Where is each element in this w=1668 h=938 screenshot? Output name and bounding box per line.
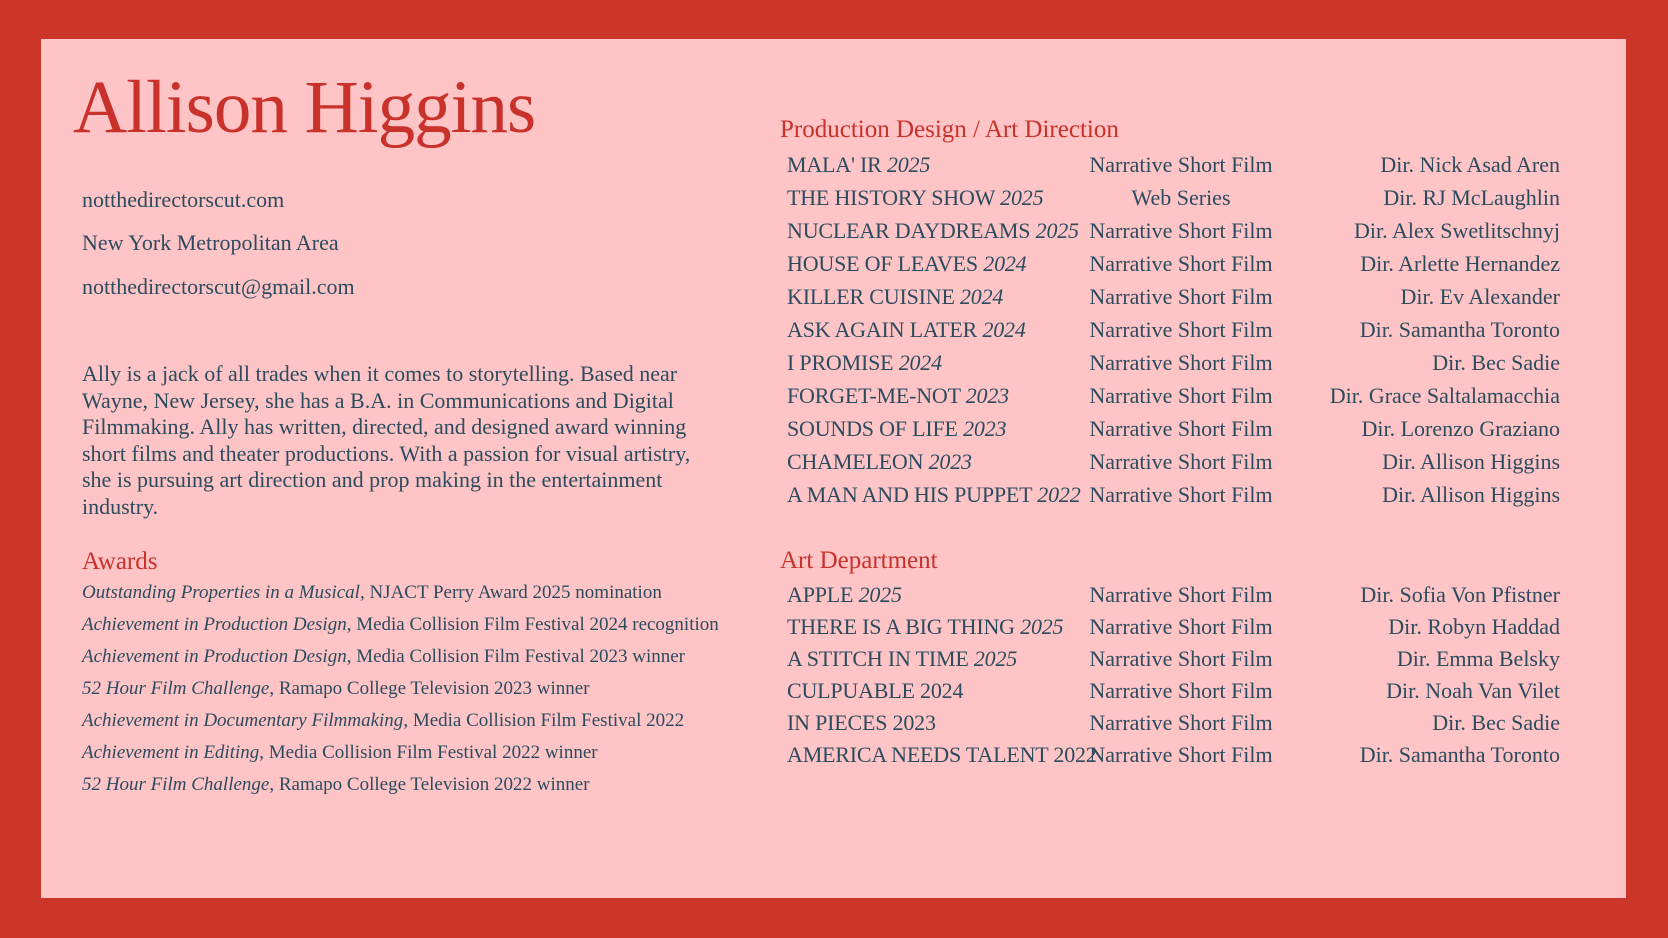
- credit-title-cell: [787, 186, 1077, 210]
- credit-director: Dir. Grace Saltalamacchia: [1329, 383, 1560, 408]
- credit-row: [787, 583, 1560, 615]
- credit-director: Dir. Bec Sadie: [1432, 710, 1560, 735]
- credit-type: Narrative Short Film: [1089, 416, 1273, 441]
- art-department-heading: Art Department: [780, 547, 938, 574]
- credit-type: Narrative Short Film: [1089, 383, 1273, 408]
- credit-title: APPLE: [787, 582, 854, 607]
- credit-row: [787, 483, 1560, 516]
- credit-type: Narrative Short Film: [1089, 449, 1273, 474]
- credit-director: Dir. Nick Asad Aren: [1380, 152, 1560, 177]
- credit-title-cell: [787, 583, 1077, 607]
- credit-type: Narrative Short Film: [1089, 582, 1273, 607]
- award-item: [82, 678, 719, 710]
- credit-year: 2025: [1000, 185, 1044, 210]
- credit-year: 2023: [963, 416, 1007, 441]
- credit-title-cell: [787, 219, 1077, 243]
- credit-title: THERE IS A BIG THING: [787, 614, 1015, 639]
- credit-director: Dir. Ev Alexander: [1400, 284, 1560, 309]
- contact-location: New York Metropolitan Area: [82, 230, 339, 255]
- credit-title-cell: [787, 742, 1097, 767]
- award-item: [82, 774, 719, 806]
- credit-director: Dir. Samantha Toronto: [1359, 742, 1560, 767]
- credit-title: SOUNDS OF LIFE: [787, 416, 958, 441]
- credit-title-cell: [787, 318, 1077, 342]
- credit-title: KILLER CUISINE: [787, 284, 955, 309]
- credit-row: [787, 252, 1560, 285]
- credit-row: [787, 351, 1560, 384]
- credit-row: [787, 679, 1560, 711]
- credit-year: 2022: [1037, 482, 1081, 507]
- credit-title: A STITCH IN TIME: [787, 646, 969, 671]
- credit-title-cell: [787, 450, 1077, 474]
- contact-website: notthedirectorscut.com: [82, 187, 285, 212]
- credit-year: 2025: [886, 152, 931, 177]
- credit-director: Dir. Robyn Haddad: [1388, 614, 1560, 639]
- credit-title-cell: [787, 615, 1077, 639]
- credit-type: Narrative Short Film: [1089, 710, 1273, 735]
- credit-year: 2023: [965, 383, 1009, 408]
- credit-title: AMERICA NEEDS TALENT 2022: [787, 742, 1097, 767]
- credit-type: Narrative Short Film: [1089, 614, 1273, 639]
- credit-type: Narrative Short Film: [1089, 646, 1273, 671]
- credit-row: [787, 450, 1560, 483]
- credit-type: Narrative Short Film: [1089, 742, 1273, 767]
- credit-type: Narrative Short Film: [1089, 678, 1273, 703]
- credit-year: 2024: [898, 350, 942, 375]
- award-title: Achievement in Documentary Filmmaking: [82, 710, 404, 731]
- credit-director: Dir. Arlette Hernandez: [1360, 251, 1560, 276]
- credit-type: Narrative Short Film: [1089, 218, 1273, 243]
- credit-year: 2024: [983, 251, 1027, 276]
- credit-type: Web Series: [1131, 185, 1231, 210]
- credit-director: Dir. Allison Higgins: [1382, 482, 1560, 507]
- credit-director: Dir. Bec Sadie: [1432, 350, 1560, 375]
- award-title: 52 Hour Film Challenge: [82, 678, 270, 699]
- award-detail: , Ramapo College Television 2023 winner: [269, 678, 590, 699]
- credit-title-cell: [787, 351, 1077, 375]
- credit-row: [787, 615, 1560, 647]
- award-item: [82, 582, 719, 614]
- credit-type: Narrative Short Film: [1089, 350, 1273, 375]
- award-item: [82, 614, 719, 646]
- art-department-credits: [787, 583, 1560, 775]
- award-detail: , Media Collision Film Festival 2024 recognition: [346, 614, 719, 635]
- production-design-heading: Production Design / Art Direction: [780, 116, 1119, 143]
- production-design-credits: [787, 153, 1560, 516]
- credit-year: 2023: [928, 449, 972, 474]
- credit-title: I PROMISE: [787, 350, 894, 375]
- credit-title-cell: [787, 153, 1077, 177]
- credit-title: A MAN AND HIS PUPPET: [787, 482, 1032, 507]
- award-item: [82, 710, 719, 742]
- credit-row: [787, 647, 1560, 679]
- award-item: [82, 742, 719, 774]
- credit-title-cell: [787, 679, 1077, 703]
- credit-title-cell: [787, 482, 1081, 507]
- credit-director: Dir. Allison Higgins: [1382, 449, 1560, 474]
- credit-row: [787, 285, 1560, 318]
- credit-row: [787, 219, 1560, 252]
- credit-director: Dir. RJ McLaughlin: [1383, 185, 1560, 210]
- credit-type: Narrative Short Film: [1089, 482, 1273, 507]
- credit-title-cell: [787, 285, 1077, 309]
- credit-title-cell: [787, 252, 1077, 276]
- award-title: Outstanding Properties in a Musical: [82, 582, 360, 603]
- credit-director: Dir. Alex Swetlitschnyj: [1354, 218, 1560, 243]
- credit-row: [787, 743, 1560, 775]
- credit-type: Narrative Short Film: [1089, 152, 1273, 177]
- credit-type: Narrative Short Film: [1089, 317, 1273, 342]
- credit-year: 2025: [858, 582, 902, 607]
- credit-title: MALA' IR: [787, 152, 882, 177]
- credit-title-cell: [787, 647, 1077, 671]
- credit-director: Dir. Noah Van Vilet: [1386, 678, 1560, 703]
- credit-title: CULPUABLE 2024: [787, 678, 964, 703]
- award-detail: , Ramapo College Television 2022 winner: [269, 774, 590, 795]
- contact-email: notthedirectorscut@gmail.com: [82, 274, 355, 299]
- credit-title-cell: [787, 711, 1077, 735]
- credit-director: Dir. Samantha Toronto: [1359, 317, 1560, 342]
- credit-row: [787, 186, 1560, 219]
- credit-type: Narrative Short Film: [1089, 284, 1273, 309]
- credit-director: Dir. Sofia Von Pfistner: [1360, 582, 1560, 607]
- credit-director: Dir. Lorenzo Graziano: [1361, 416, 1560, 441]
- credit-year: 2024: [982, 317, 1026, 342]
- credit-year: 2025: [1035, 218, 1079, 243]
- credit-row: [787, 318, 1560, 351]
- credit-title: FORGET-ME-NOT: [787, 383, 961, 408]
- credit-title-cell: [787, 384, 1077, 408]
- award-title: Achievement in Production Design: [82, 646, 347, 667]
- credit-year: 2025: [973, 646, 1018, 671]
- awards-list: [82, 582, 719, 806]
- name-heading: Allison Higgins: [73, 66, 536, 149]
- credit-row: [787, 384, 1560, 417]
- credit-director: Dir. Emma Belsky: [1396, 646, 1560, 671]
- credit-year: 2025: [1020, 614, 1064, 639]
- credit-title-cell: [787, 417, 1077, 441]
- credit-title: HOUSE OF LEAVES: [787, 251, 978, 276]
- credit-row: [787, 417, 1560, 450]
- credit-type: Narrative Short Film: [1089, 251, 1273, 276]
- award-item: [82, 646, 719, 678]
- credit-title: CHAMELEON: [787, 449, 924, 474]
- award-title: Achievement in Production Design: [82, 614, 347, 635]
- award-title: Achievement in Editing: [82, 742, 260, 763]
- credit-row: [787, 711, 1560, 743]
- credit-title: NUCLEAR DAYDREAMS: [787, 218, 1031, 243]
- award-detail: , NJACT Perry Award 2025 nomination: [359, 582, 662, 603]
- awards-heading: Awards: [82, 548, 158, 575]
- credit-title: IN PIECES 2023: [787, 710, 936, 735]
- award-detail: , Media Collision Film Festival 2023 winner: [346, 646, 686, 667]
- award-title: 52 Hour Film Challenge: [82, 774, 270, 795]
- credit-year: 2024: [960, 284, 1004, 309]
- bio-paragraph: Ally is a jack of all trades when it comes to storytelling. Based near Wayne, New Jersey, she has a B.A. in Communications and Digital Filmmaking. Ally has written, directed, and designed award winning short films and theater productions. With a passion for visual artistry, she is pursuing art direction and prop making in the entertainment industry.: [82, 361, 691, 519]
- award-detail: , Media Collision Film Festival 2022: [403, 710, 685, 731]
- credit-title: THE HISTORY SHOW: [787, 185, 995, 210]
- credit-title: ASK AGAIN LATER: [787, 317, 978, 342]
- credit-row: [787, 153, 1560, 186]
- award-detail: , Media Collision Film Festival 2022 winner: [259, 742, 598, 763]
